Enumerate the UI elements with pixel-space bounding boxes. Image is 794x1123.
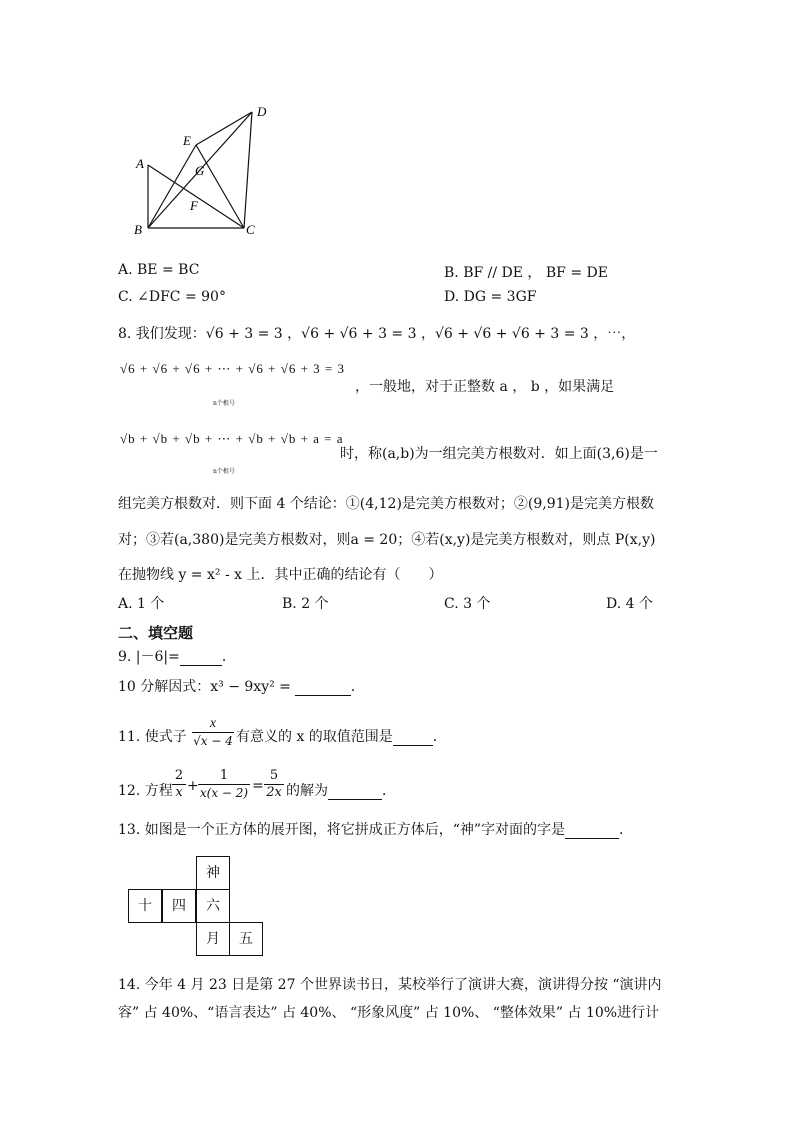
q11-answer-blank[interactable]: [393, 729, 433, 746]
cube-net: [128, 856, 268, 960]
q10-answer-blank[interactable]: [295, 679, 351, 696]
q9-answer-blank[interactable]: [180, 649, 222, 666]
q8-line6: 在抛物线 y = x² - x 上．其中正确的结论有（ ）: [118, 567, 443, 583]
geometry-figure: [128, 100, 268, 240]
q8-under-label-1: n个根号: [213, 400, 235, 407]
cube-cell-liu: 六: [196, 889, 230, 923]
cube-cell-shi: 十: [128, 889, 162, 923]
q7-option-d: D. DG = 3GF: [444, 289, 537, 305]
q8-intro: 8. 我们发现：√6 + 3 = 3 ，√6 + √6 + 3 = 3 ，√6 + √6 + √6 + 3 = 3 ，⋯，: [118, 326, 636, 342]
q12-suffix: 的解为: [286, 783, 328, 799]
q9: [118, 646, 236, 666]
q11-end: ．: [432, 729, 447, 745]
q8-line5: 对；③若(a,380)是完美方根数对，则a = 20；④若(x,y)是完美方根数对，则点 P(x,y): [118, 532, 656, 548]
q8-option-b: B. 2 个: [282, 596, 329, 612]
q12-f2-num: 1: [219, 768, 229, 783]
q12-equals: =: [252, 778, 264, 794]
cube-cell-shen: 神: [196, 856, 230, 890]
q8-option-a: A. 1 个: [118, 596, 165, 612]
q13: [118, 819, 633, 839]
q8-line3-text: 时，称(a,b)为一组完美方根数对．如上面(3,6)是一: [340, 446, 658, 462]
q8-under-label-2: n个根号: [213, 468, 235, 475]
q8-nested-radical-2: [120, 428, 344, 447]
q14-line1: 14. 今年 4 月 23 日是第 27 个世界读书日，某校举行了演讲大赛，演讲得分按 “演讲内: [118, 977, 662, 993]
label-b: B: [134, 222, 142, 237]
q7-option-c: C. ∠DFC = 90°: [118, 289, 226, 305]
q8-option-d: D. 4 个: [606, 596, 653, 612]
q8-line4: 组完美方根数对．则下面 4 个结论：①(4,12)是完美方根数对；②(9,91)是完美方根数: [118, 496, 654, 512]
q12-f1-den: x: [172, 784, 186, 801]
q12-prefix: 12. 方程: [118, 783, 173, 799]
q11-suffix: 有意义的 x 的取值范围是: [236, 729, 393, 745]
q12-fraction-3: [264, 768, 284, 801]
q12-f3-den: 2x: [264, 784, 284, 801]
q12-f1-num: 2: [174, 768, 184, 783]
q7-option-a: A. BE = BC: [118, 262, 200, 278]
q8-option-c: C. 3 个: [444, 596, 491, 612]
q12-f2-den: x(x − 2): [199, 786, 249, 800]
q14-line2: 容” 占 40%、“语言表达” 占 40%、 “形象风度” 占 10%、 “整体效果” 占 10%进行计: [118, 1005, 660, 1021]
q12-answer-blank[interactable]: [328, 783, 382, 800]
q12-f3-num: 5: [269, 768, 279, 783]
q12-plus: +: [187, 778, 199, 794]
section-title: 二、填空题: [118, 624, 194, 642]
q13-answer-blank[interactable]: [565, 822, 619, 839]
q9-end: ．: [221, 649, 236, 665]
q13-end: ．: [619, 822, 634, 838]
q8-nested-expr-2: √b + √b + √b + ⋯ + √b + √b + a = a: [120, 431, 344, 446]
cube-cell-yue: 月: [196, 922, 230, 956]
q11-prefix: 11. 使式子: [118, 729, 187, 745]
label-a: A: [136, 156, 144, 171]
q10-text: 10 分解因式：x³ − 9xy² =: [118, 679, 291, 695]
q11-tail: [236, 726, 447, 746]
q8-nested-radical-1: [120, 358, 345, 377]
q10: [118, 676, 365, 696]
q11-numerator: x: [209, 716, 217, 731]
q12-tail: [286, 780, 396, 800]
q12-fraction-1: [172, 768, 186, 801]
q11-fraction: [192, 716, 234, 749]
cube-cell-si: 四: [162, 889, 196, 923]
q7-option-b: B. BF // DE ， BF = DE: [444, 265, 608, 281]
q9-text: 9. |－6|=: [118, 649, 180, 665]
label-e: E: [183, 133, 191, 148]
cube-cell-wu: 五: [229, 922, 263, 956]
label-f: F: [190, 198, 198, 213]
label-d: D: [257, 104, 267, 119]
label-c: C: [246, 222, 255, 237]
q11-denominator: √x − 4: [193, 734, 233, 748]
q12-fraction-2: [198, 768, 250, 801]
q13-text: 13. 如图是一个正方体的展开图，将它拼成正方体后，“神”字对面的字是: [118, 822, 566, 838]
q12-end: ．: [382, 783, 396, 799]
q10-end: ．: [350, 679, 365, 695]
label-g: G: [195, 163, 205, 178]
q8-line2-text: ，一般地，对于正整数 a ， b ，如果满足: [355, 379, 615, 395]
q8-nested-expr-1: √6 + √6 + √6 + ⋯ + √6 + √6 + 3 = 3: [120, 361, 345, 376]
